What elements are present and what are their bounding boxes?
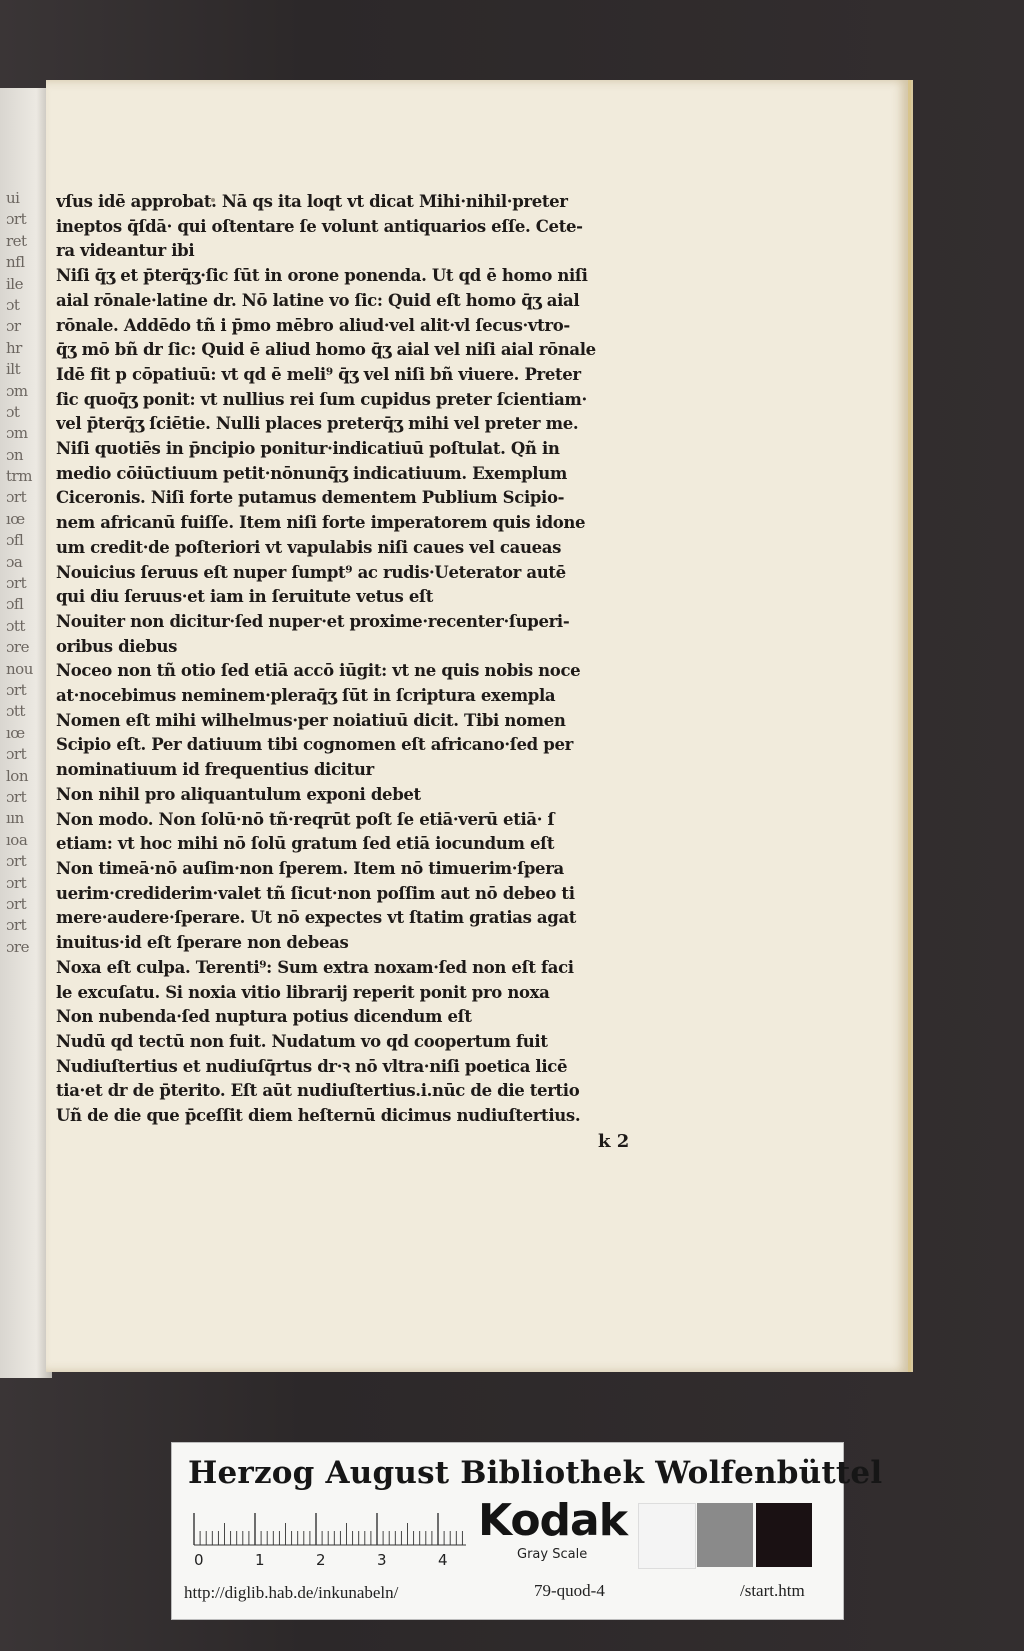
text-line: Idē fit p cōpatiuū: vt qd ē meli⁹ q̄ʒ vel niſi bñ viuere. Preter bbox=[56, 364, 581, 384]
prev-page-fragment: ɔrt bbox=[6, 852, 27, 871]
ruler-number: 3 bbox=[377, 1551, 387, 1569]
text-line: le excuſatu. Si noxia vitio librarij reperit ponit pro noxa bbox=[56, 982, 550, 1002]
prev-page-fragment: ɔrt bbox=[6, 873, 27, 892]
prev-page-fragment: ɔt bbox=[6, 295, 20, 314]
url-base: http://diglib.hab.de/inkunabeln/ bbox=[184, 1583, 399, 1602]
page-text bbox=[56, 190, 636, 1129]
prev-page-fragment: ıœ bbox=[6, 723, 25, 742]
prev-page-fragment: ɔfl bbox=[6, 595, 24, 614]
text-line: uerim·crediderim·valet tñ ſicut·non poſſim aut nō debeo ti bbox=[56, 883, 575, 903]
text-line: etiam: vt hoc mihi nō ſolū gratum ſed etiā iocundum eſt bbox=[56, 834, 555, 854]
text-line: Nouicius ſeruus eſt nuper ſumpt⁹ ac rudis·Ueterator autē bbox=[56, 562, 566, 582]
prev-page-fragment: ɔtt bbox=[6, 616, 25, 635]
prev-page-fragment: ɔrt bbox=[6, 574, 27, 593]
prev-page-fragment: nfl bbox=[6, 253, 25, 272]
text-line: rōnale. Addēdo tñ i p̄mo mēbro aliud·vel alit·vl ſecus·vtro- bbox=[56, 315, 570, 335]
text-line: Noxa eſt culpa. Terenti⁹: Sum extra noxam·ſed non eſt faci bbox=[56, 957, 574, 977]
text-line: nem africanū fuiſſe. Item niſi forte imperatorem quis idone bbox=[56, 513, 586, 533]
url-suffix: /start.htm bbox=[740, 1581, 805, 1600]
prev-page-fragment: ɔr bbox=[6, 317, 21, 336]
text-line: medio cōiūctiuum petit·nōnunq̄ʒ indicatiuum. Exemplum bbox=[56, 463, 567, 483]
prev-page-fragment: ɔrt bbox=[6, 488, 27, 507]
text-line: at·nocebimus neminem·pleraq̄ʒ ſūt in ſcriptura exempla bbox=[56, 686, 556, 706]
prev-page-fragment: nou bbox=[6, 659, 33, 678]
prev-page-fragment: ɔa bbox=[6, 552, 23, 571]
text-line: Niſi q̄ʒ et p̄terq̄ʒ·ſic ſūt in orone ponenda. Ut qd ē homo niſi bbox=[56, 266, 588, 286]
prev-page-fragment: trm bbox=[6, 467, 32, 486]
previous-page-edge bbox=[0, 88, 52, 1378]
text-line: Scipio eſt. Per datiuum tibi cognomen eſt africano·ſed per bbox=[56, 735, 573, 755]
ruler-number: 2 bbox=[316, 1551, 326, 1569]
ruler-number: 0 bbox=[194, 1551, 204, 1569]
ruler-number: 1 bbox=[255, 1551, 265, 1569]
text-line: tia·et dr de p̄terito. Eſt aūt nudiuſtertius.i.nūc de die tertio bbox=[56, 1081, 580, 1101]
prev-page-fragment: ilt bbox=[6, 360, 21, 379]
prev-page-fragment: ui bbox=[6, 189, 20, 207]
prev-page-fragment: ɔrt bbox=[6, 745, 27, 764]
text-line: Uñ de die que p̄ceſſit diem heſternū dicimus nudiuſtertius. bbox=[56, 1106, 581, 1126]
prev-page-fragment: ret bbox=[6, 231, 27, 250]
prev-page-fragment: ɔt bbox=[6, 402, 20, 421]
prev-page-fragment: ɔre bbox=[6, 937, 29, 956]
gray-scale-label: Gray Scale bbox=[517, 1547, 588, 1562]
text-line: aial rōnale·latine dr. Nō latine vo ſic: Quid eſt homo q̄ʒ aial bbox=[56, 290, 580, 310]
kodak-logo: Kodak bbox=[478, 1495, 627, 1546]
prev-page-fragment: ɔre bbox=[6, 638, 29, 657]
text-line: vſus idē approbat. Nā qs ita loqt vt dicat Mihi·nihil·preter bbox=[56, 192, 568, 211]
white-swatch bbox=[638, 1503, 696, 1569]
prev-page-fragment: ɔm bbox=[6, 381, 28, 400]
text-line: Nudū qd tectū non fuit. Nudatum vo qd coopertum fuit bbox=[56, 1031, 548, 1051]
text-line: vel p̄terq̄ʒ ſciētie. Nulli places preterq̄ʒ mihi vel preter me. bbox=[56, 414, 579, 434]
library-title: Herzog August Bibliothek Wolfenbüttel bbox=[188, 1455, 883, 1491]
text-line: Non modo. Non ſolū·nō tñ·reqrūt poſt ſe etiā·verū etiā· ſ bbox=[56, 809, 555, 829]
text-line: Non nubenda·ſed nuptura potius dicendum eſt bbox=[56, 1007, 472, 1027]
text-line: mere·audere·ſperare. Ut nō expectes vt ſtatim gratias agat bbox=[56, 908, 577, 928]
prev-page-fragment: ɔm bbox=[6, 424, 28, 443]
ruler-scale bbox=[190, 1505, 470, 1569]
text-line: ineptos q̄ſdā· qui oſtentare ſe volunt antiquarios eſſe. Cete- bbox=[56, 216, 583, 236]
prev-page-fragment: ıoa bbox=[6, 830, 28, 849]
text-line: Nouiter non dicitur·ſed nuper·et proxime·recenter·ſuperi- bbox=[56, 611, 570, 631]
prev-page-fragment: ıœ bbox=[6, 509, 25, 528]
text-line: oribus diebus bbox=[56, 636, 178, 656]
prev-page-fragment: ıın bbox=[6, 809, 24, 828]
color-target-card bbox=[171, 1442, 883, 1620]
prev-page-fragment: ɔfl bbox=[6, 531, 24, 550]
ruler-number: 4 bbox=[438, 1551, 448, 1569]
prev-page-fragment: ɔrt bbox=[6, 916, 27, 935]
prev-page-fragment: ɔrt bbox=[6, 210, 27, 229]
text-line: Nomen eſt mihi wilhelmus·per noiatiuū dicit. Tibi nomen bbox=[56, 710, 566, 730]
text-line: Nudiuſtertius et nudiuſq̄rtus dr·ꝛ nō vltra·niſi poetica licē bbox=[56, 1056, 568, 1076]
gray-swatch bbox=[697, 1503, 753, 1567]
prev-page-fragment: hr bbox=[6, 338, 22, 357]
text-line: Non timeā·nō auſim·non ſperem. Item nō timuerim·ſpera bbox=[56, 858, 564, 878]
prev-page-fragment: ile bbox=[6, 274, 23, 293]
signature-mark: k 2 bbox=[598, 1131, 630, 1152]
prev-page-fragment: ɔtt bbox=[6, 702, 25, 721]
text-line: ſic quoq̄ʒ ponit: vt nullius rei ſum cupidus preter ſcientiam· bbox=[56, 389, 587, 409]
text-line: inuitus·id eſt ſperare non debeas bbox=[56, 933, 349, 953]
text-line: um credit·de poſteriori vt vapulabis niſi caues vel caueas bbox=[56, 537, 562, 557]
text-line: nominatiuum id frequentius dicitur bbox=[56, 760, 374, 780]
text-line: Noceo non tñ otio ſed etiā accō iūgit: vt ne quis nobis noce bbox=[56, 661, 581, 681]
black-swatch bbox=[756, 1503, 812, 1567]
prev-page-fragment: ɔn bbox=[6, 445, 24, 464]
text-line: q̄ʒ mō bñ dr ſic: Quid ē aliud homo q̄ʒ aial vel niſi aial rōnale bbox=[56, 340, 596, 360]
text-line: qui diu ſeruus·et iam in ſeruitute vetus eſt bbox=[56, 587, 434, 607]
prev-page-fragment: ɔrt bbox=[6, 787, 27, 806]
text-line: Niſi quotiēs in p̄ncipio ponitur·indicatiuū poſtulat. Qñ in bbox=[56, 439, 560, 459]
prev-page-fragment: lon bbox=[6, 766, 28, 785]
prev-page-fragment: ɔrt bbox=[6, 894, 27, 913]
text-line: Non nihil pro aliquantulum exponi debet bbox=[56, 784, 421, 804]
text-line: ra videantur ibi bbox=[56, 241, 195, 261]
shelfmark: 79-quod-4 bbox=[534, 1581, 605, 1600]
text-line: Ciceronis. Niſi forte putamus dementem Publium Scipio- bbox=[56, 488, 565, 508]
prev-page-fragment: ɔrt bbox=[6, 680, 27, 699]
